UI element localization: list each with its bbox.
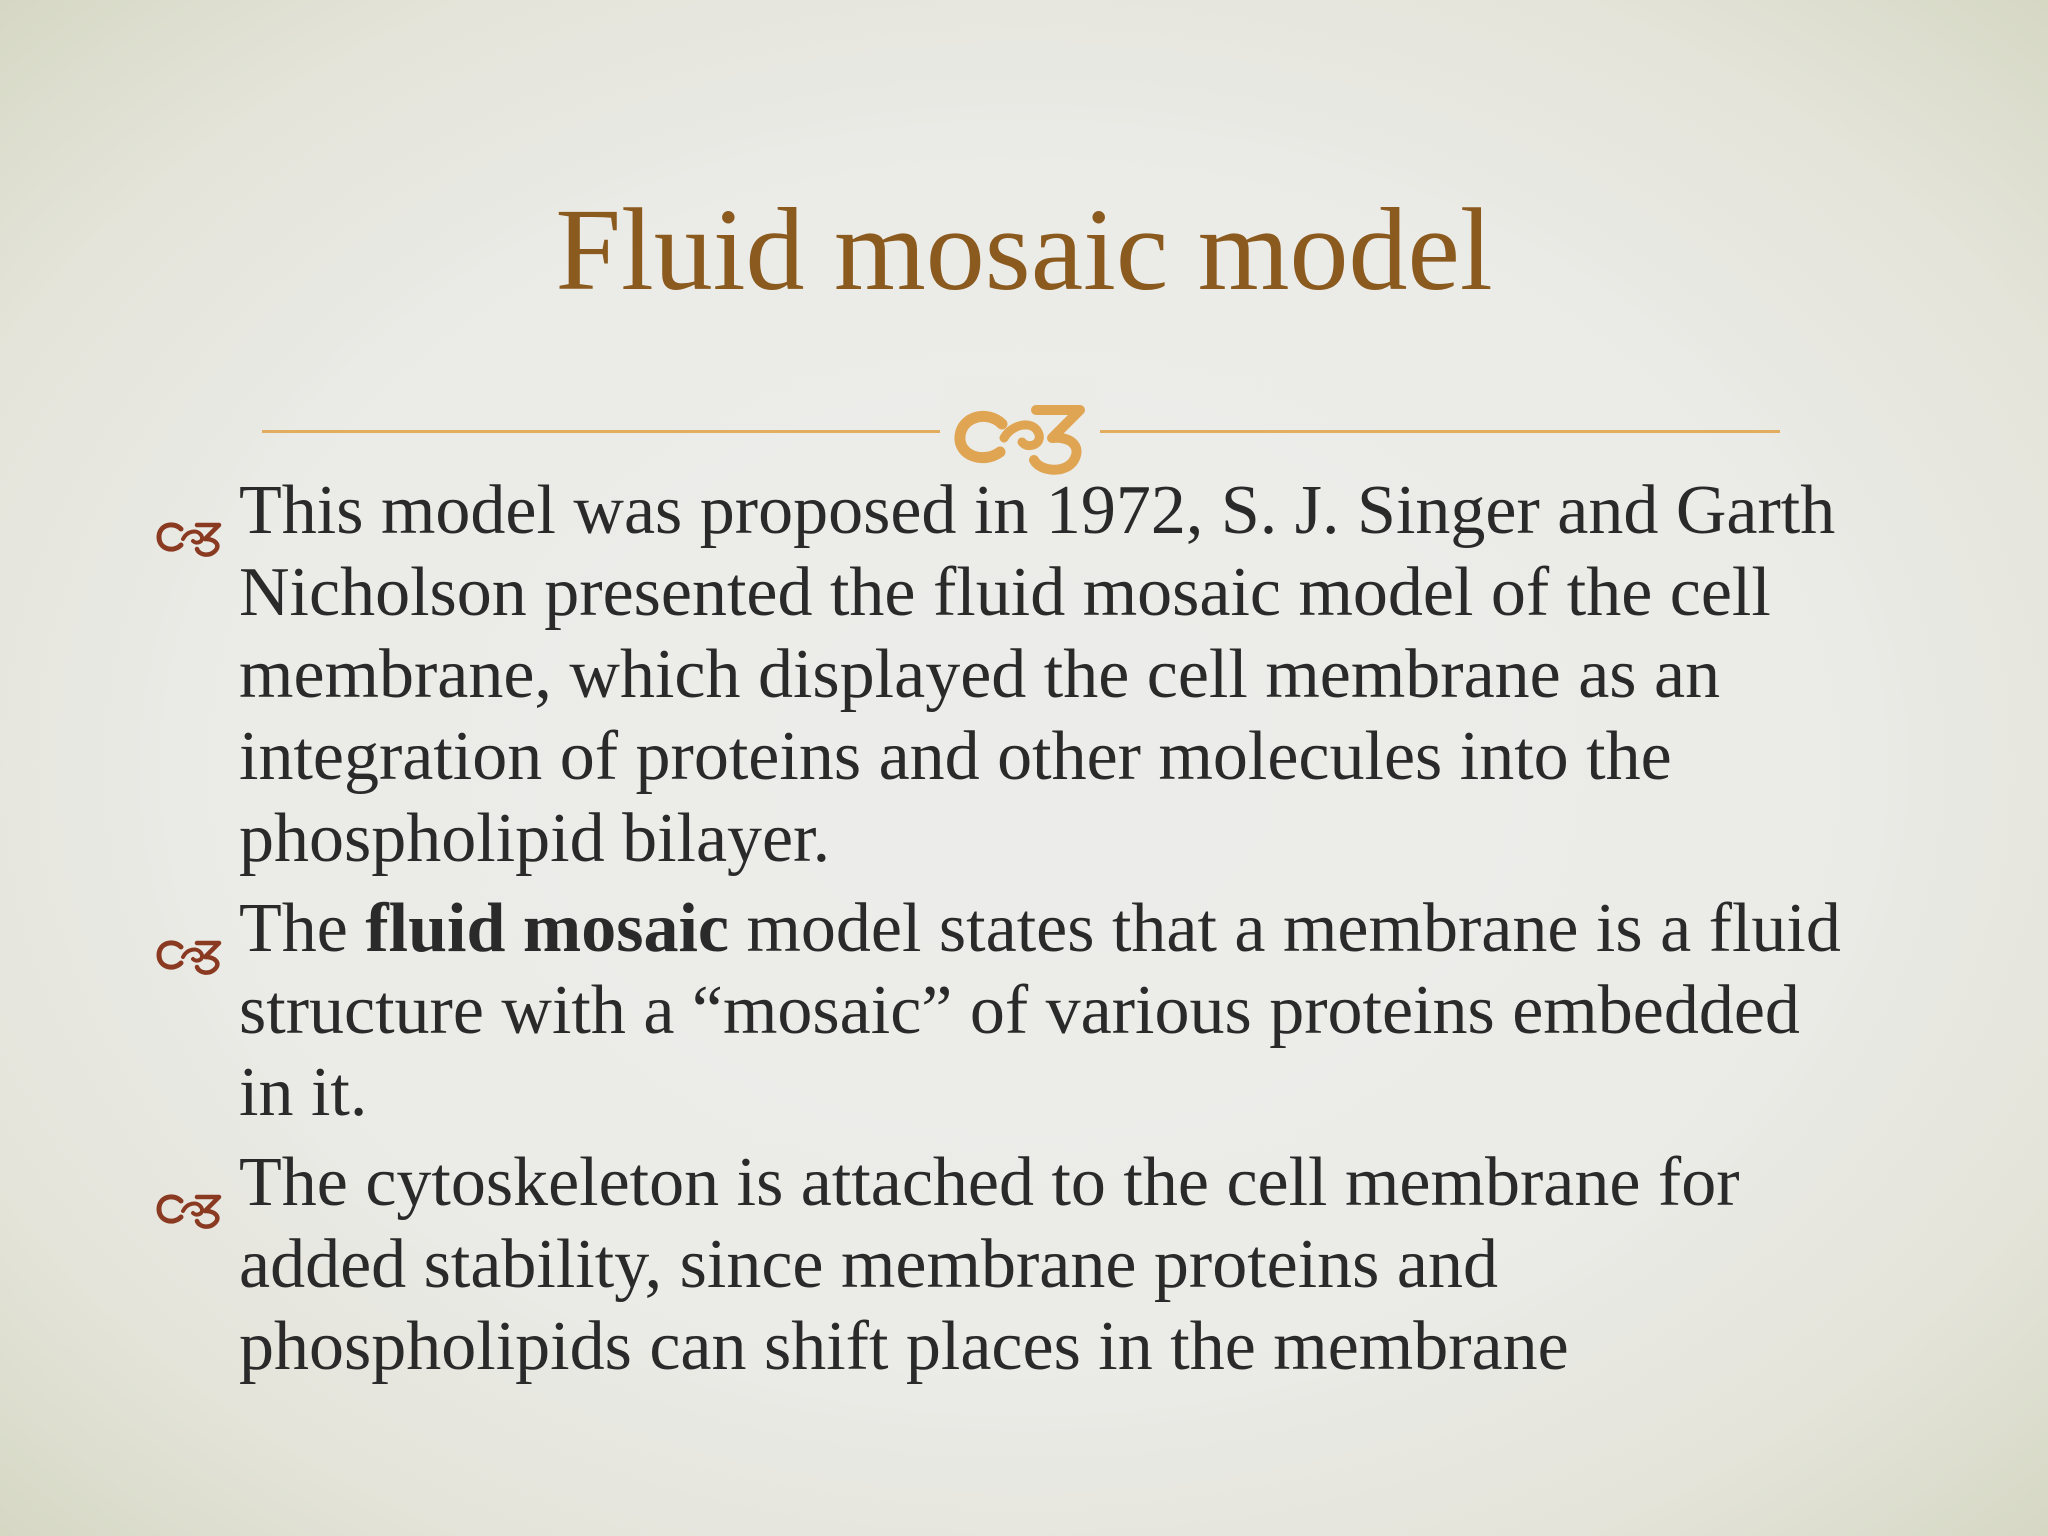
bullet-text-prefix: The: [239, 890, 366, 967]
bullet-item: [155, 888, 1855, 1134]
slide-title: Fluid mosaic model: [555, 184, 1493, 315]
curled-flourish-icon: [155, 1166, 225, 1206]
bullet-item: [155, 470, 1855, 880]
curled-flourish-icon: [155, 912, 225, 952]
bullet-text-suffix: model states that a membrane is a fluid structure with a “mosaic” of various proteins embedded in it.: [239, 890, 1841, 1131]
ornate-flourish-icon: [940, 380, 1100, 480]
curled-flourish-icon: [155, 494, 225, 534]
bullet-text: The cytoskeleton is attached to the cell membrane for added stability, since membrane proteins and phospholipids can shift places in the membrane: [239, 1144, 1740, 1385]
bullet-text: This model was proposed in 1972, S. J. Singer and Garth Nicholson presented the fluid mosaic model of the cell membrane, which displayed the cell membrane as an integration of proteins and other molecules into the phospholipid bilayer.: [239, 472, 1836, 877]
bullet-list: [155, 470, 1855, 1396]
bullet-item: [155, 1142, 1855, 1388]
bullet-bold-term: fluid mosaic: [365, 890, 729, 967]
